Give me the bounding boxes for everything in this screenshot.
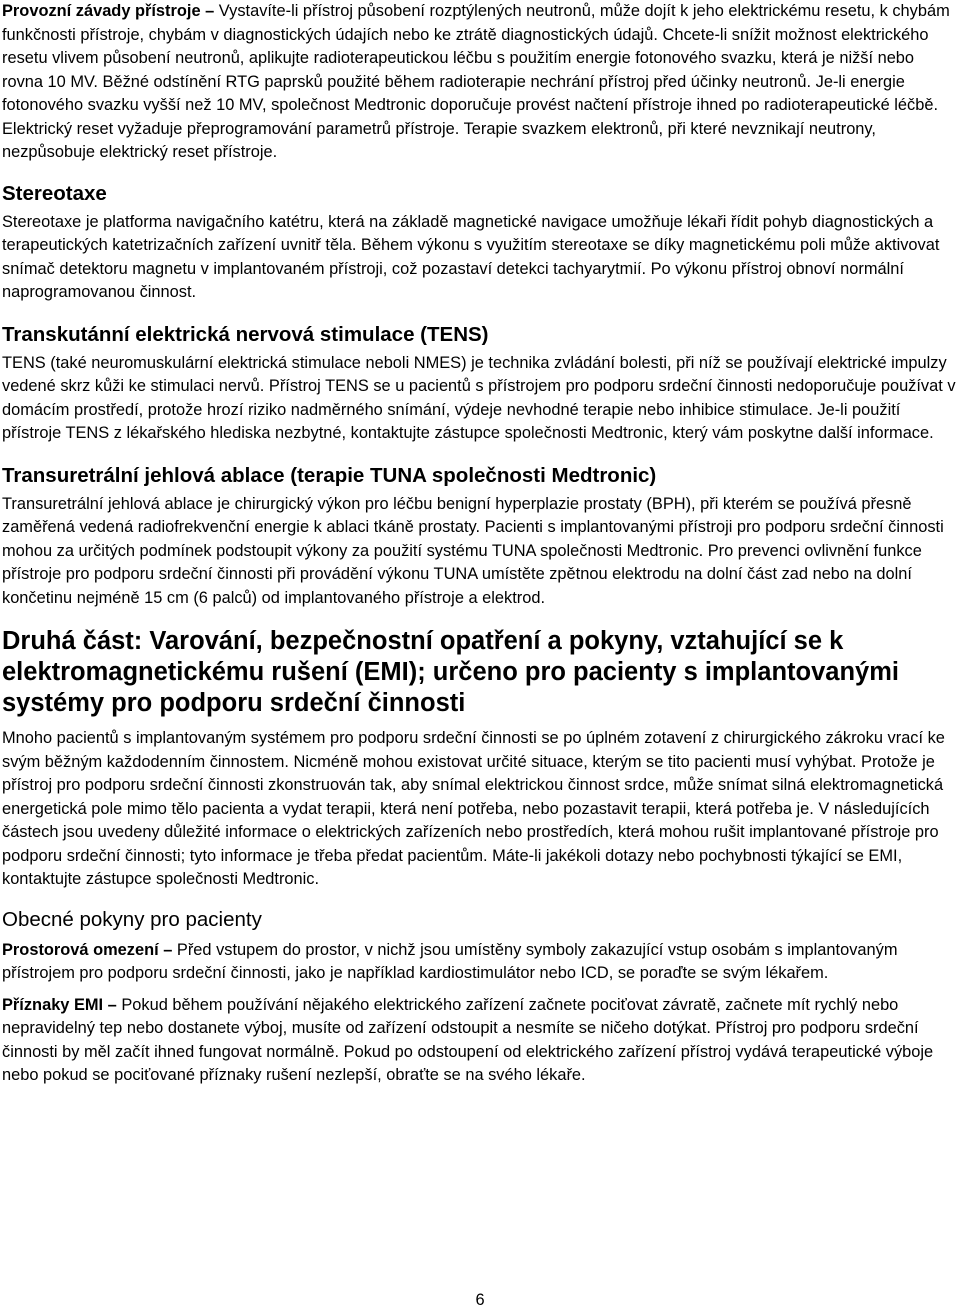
paragraph-space-restrictions [2, 939, 956, 986]
paragraph-text: Vystavíte-li přístroj působení rozptýlených neutronů, může dojít k jeho elektrickému resetu, k chybám funkčnosti přístroje, chybám v diagnostických údajích nebo ke ztrátě diagnostických údajů. Chcete-li snížit možnost elektrického resetu vlivem působení neutronů, aplikujte radioterapeutickou léčbu s použitím energie fotonového svazku, která je nižší nebo rovna 10 MV. Běžné odstínění RTG paprsků použité během radioterapie nechrání přístroj před účinky neutronů. Je-li energie fotonového svazku vyšší než 10 MV, společnost Medtronic doporučuje provést načtení přístroje ihned po radioterapeutické léčbě. Elektrický reset vyžaduje přeprogramování parametrů přístroje. Terapie svazkem elektronů, při které nevznikají neutrony, nezpůsobuje elektrický reset přístroje. [2, 2, 950, 161]
paragraph-lead: Prostorová omezení – [2, 940, 173, 959]
section-heading-stereotaxe: Stereotaxe [2, 181, 107, 205]
paragraph-lead: Příznaky EMI – [2, 995, 117, 1014]
part-two-heading: Druhá část: Varování, bezpečnostní opatření a pokyny, vztahující se k elektromagnetickému rušení (EMI); určeno pro pacienty s implantovanými systémy pro podporu srdeční činnosti [2, 627, 899, 717]
document-page [2, 0, 956, 1088]
paragraph-emi-symptoms [2, 994, 956, 1088]
paragraph-text: Pokud během používání nějakého elektrického zařízení začnete pociťovat závratě, začnete mít rychlý nebo nepravidelný tep nebo dostanete výboj, musíte od zařízení odstoupit a nesmíte se ničeho dotýkat. Přístroj pro podporu srdeční činnosti by měl začít ihned fungovat normálně. Pokud po odstoupení od elektrického zařízení přístroj vydává terapeutické výboje nebo pokud se pociťované příznaky rušení nezlepší, obraťte se na svého lékaře. [2, 995, 934, 1084]
paragraph-text: Před vstupem do prostor, v nichž jsou umístěny symboly zakazující vstup osobám s implantovaným přístrojem pro podporu srdeční činnosti, jako je například kardiostimulátor nebo ICD, se poraďte se svým lékařem. [2, 940, 898, 982]
paragraph-tuna: Transuretrální jehlová ablace je chirurgický výkon pro léčbu benigní hyperplazie prostaty (BPH), při kterém se používá přesně zaměřená vedená radiofrekvenční energie k ablaci tkáně prostaty. Pacienti s implantovanými přístroji pro podporu srdeční činnosti mohou za určitých podmínek podstoupit výkony za použití systému TUNA společnosti Medtronic. Pro prevenci ovlivnění funkce přístroje pro podporu srdeční činnosti při provádění výkonu TUNA umístěte zpětnou elektrodu na dolní část zad nebo na dolní končetinu nejméně 15 cm (6 palců) od implantovaného přístroje a elektrod. [2, 494, 944, 607]
section-heading-tuna: Transuretrální jehlová ablace (terapie TUNA společnosti Medtronic) [2, 463, 657, 487]
paragraph-lead: Provozní závady přístroje – [2, 2, 215, 20]
section-heading-general: Obecné pokyny pro pacienty [2, 907, 262, 931]
paragraph-tens: TENS (také neuromuskulární elektrická stimulace neboli NMES) je technika zvládání bolesti, při níž se používají elektrické impulzy vedené skrz kůži ke stimulaci nervů. Přístroj TENS se u pacientů s přístrojem pro podporu srdeční činnosti nedoporučuje používat v domácím prostředí, protože hrozí riziko nadměrného snímání, výdeje nevhodné terapie nebo inhibice stimulace. Je-li použití přístroje TENS z lékařského hlediska nezbytné, kontaktujte zástupce společnosti Medtronic, který vám poskytne další informace. [2, 353, 956, 442]
section-heading-tens: Transkutánní elektrická nervová stimulace (TENS) [2, 322, 489, 346]
paragraph-part-two: Mnoho pacientů s implantovaným systémem pro podporu srdeční činnosti se po úplném zotavení z chirurgického zákroku vrací ke svým běžným každodenním činnostem. Nicméně mohou existovat určité situace, kterým se tito pacienti musí vyhýbat. Protože je přístroj pro podporu srdeční činnosti zkonstruován tak, aby snímal elektrickou činnost srdce, může snímat silná elektromagnetická energetická pole mimo tělo pacienta a vydat terapii, která není potřeba, nebo pozastavit terapii, která potřeba je. V následujících částech jsou uvedeny důležité informace o elektrických zařízeních nebo prostředích, která mohou rušit implantované přístroje pro podporu srdeční činnosti; tyto informace je třeba předat pacientům. Máte-li jakékoli dotazy nebo pochybnosti týkající se EMI, kontaktujte zástupce společnosti Medtronic. [2, 729, 945, 888]
paragraph-stereotaxe: Stereotaxe je platforma navigačního katétru, která na základě magnetické navigace umožňuje lékaři řídit pohyb diagnostických a terapeutických katetrizačních zařízení uvnitř těla. Během výkonu s využitím stereotaxe se díky magnetickému poli může aktivovat snímač detektoru magnetu v implantovaném přístroji, což pozastaví detekci tachyarytmií. Po výkonu přístroj obnoví normální naprogramovanou činnost. [2, 212, 940, 301]
paragraph-device-malfunction [2, 0, 956, 165]
page-number: 6 [475, 1291, 485, 1309]
